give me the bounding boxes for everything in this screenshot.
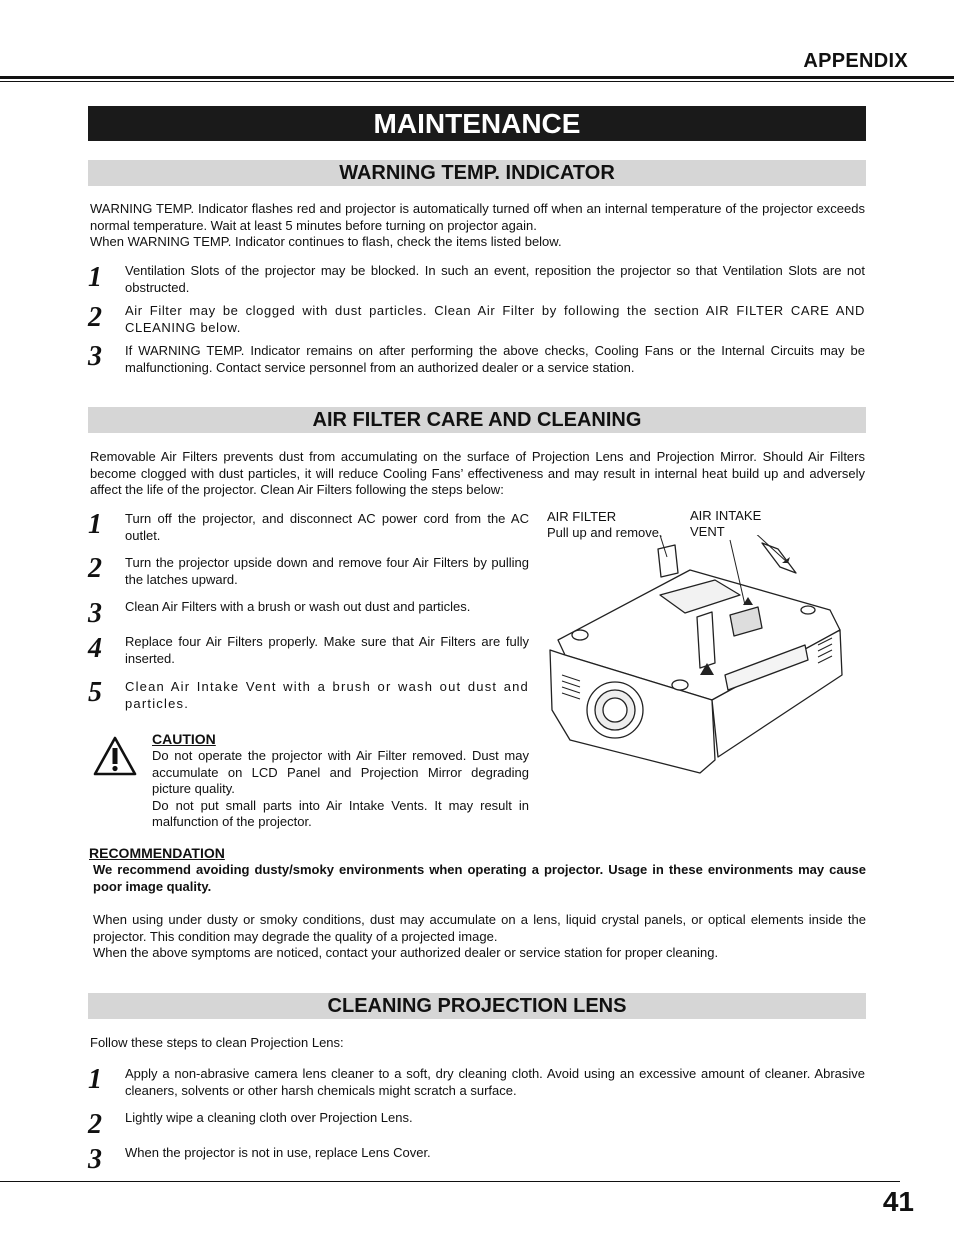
- figure-label-air-intake: AIR INTAKE: [690, 508, 762, 523]
- warning-intro-line: When WARNING TEMP. Indicator continues to flash, check the items listed below.: [90, 234, 562, 249]
- step-text: Air Filter may be clogged with dust particles. Clean Air Filter by following the section AIR FILTER CARE AND CLEANING below.: [125, 303, 865, 335]
- step-text: If WARNING TEMP. Indicator remains on after performing the above checks, Cooling Fans or the Internal Circuits may be malfunctioning. Contact service personnel from an authorized dealer or a service station.: [125, 343, 865, 375]
- step-number: 4: [88, 633, 102, 664]
- step-number: 1: [88, 1064, 102, 1095]
- air-filter-intro: Removable Air Filters prevents dust from accumulating on the surface of Projection Lens and Projection Mirror. Should Air Filters become clogged with dust particles, it will reduce Cooling Fans’ effectiveness and may result in internal heat build up and adversely affect the life of the projector. Clean Air Filters following the steps below:: [90, 449, 865, 497]
- caution-title: CAUTION: [152, 731, 216, 747]
- step-text: Turn off the projector, and disconnect AC power cord from the AC outlet.: [125, 511, 529, 543]
- step-number: 3: [88, 341, 102, 372]
- step-text: When the projector is not in use, replace Lens Cover.: [125, 1145, 431, 1160]
- step-number: 1: [88, 262, 102, 293]
- step-text: Replace four Air Filters properly. Make sure that Air Filters are fully inserted.: [125, 634, 529, 666]
- warning-intro-line: WARNING TEMP. Indicator flashes red and projector is automatically turned off when an internal temperature of the projector exceeds normal temperature. Wait at least 5 minutes before turning on projector again.: [90, 201, 865, 233]
- recommendation-bold: We recommend avoiding dusty/smoky environments when operating a projector. Usage in these environments may cause poor image quality.: [93, 862, 866, 894]
- figure-label-air-filter-sub: Pull up and remove.: [547, 525, 663, 540]
- page-title: MAINTENANCE: [88, 106, 866, 141]
- step-text: Clean Air Intake Vent with a brush or wash out dust and particles.: [125, 679, 529, 711]
- recommendation-title: RECOMMENDATION: [89, 845, 225, 861]
- header-rule: [0, 76, 954, 79]
- caution-line: Do not operate the projector with Air Filter removed. Dust may accumulate on LCD Panel and Projection Mirror degrading picture quality.: [152, 748, 529, 796]
- recommendation-line: When using under dusty or smoky conditions, dust may accumulate on a lens, liquid crystal panels, or optical elements inside the projector. This condition may degrade the quality of a projected image.: [93, 912, 866, 944]
- appendix-heading: APPENDIX: [803, 50, 908, 72]
- page-number: 41: [882, 1186, 914, 1217]
- recommendation-line: When the above symptoms are noticed, contact your authorized dealer or service station for proper cleaning.: [93, 945, 719, 960]
- step-text: Clean Air Filters with a brush or wash out dust and particles.: [125, 599, 471, 614]
- section-heading-air-filter: AIR FILTER CARE AND CLEANING: [88, 407, 866, 433]
- step-text: Turn the projector upside down and remove four Air Filters by pulling the latches upward.: [125, 555, 529, 587]
- step-number: 2: [88, 1109, 102, 1140]
- figure-label-air-filter: AIR FILTER: [547, 509, 617, 524]
- section-heading-warning-temp: WARNING TEMP. INDICATOR: [88, 160, 866, 186]
- header-rule-thin: [0, 81, 954, 82]
- warning-intro: [90, 201, 865, 251]
- step-text: Ventilation Slots of the projector may be blocked. In such an event, reposition the projector so that Ventilation Slots are not obstructed.: [125, 263, 865, 295]
- step-number: 1: [88, 509, 102, 540]
- footer-rule: [0, 1181, 900, 1182]
- projector-illustration: [540, 535, 860, 775]
- step-number: 3: [88, 1144, 102, 1175]
- step-text: Apply a non-abrasive camera lens cleaner to a soft, dry cleaning cloth. Avoid using an excessive amount of cleaner. Abrasive cleaners, solvents or other harsh chemicals might scratch a surface.: [125, 1066, 865, 1098]
- caution-text: [152, 748, 529, 831]
- step-number: 3: [88, 598, 102, 629]
- step-number: 2: [88, 553, 102, 584]
- caution-line: Do not put small parts into Air Intake Vents. It may result in malfunction of the projector.: [152, 797, 529, 829]
- lens-intro: Follow these steps to clean Projection Lens:: [90, 1035, 344, 1050]
- recommendation-text: [93, 912, 866, 962]
- figure-label-vent: VENT: [690, 524, 725, 539]
- step-text: Lightly wipe a cleaning cloth over Projection Lens.: [125, 1110, 413, 1125]
- warning-triangle-icon: [92, 735, 138, 777]
- step-number: 5: [88, 677, 102, 708]
- section-heading-cleaning-lens: CLEANING PROJECTION LENS: [88, 993, 866, 1019]
- step-number: 2: [88, 302, 102, 333]
